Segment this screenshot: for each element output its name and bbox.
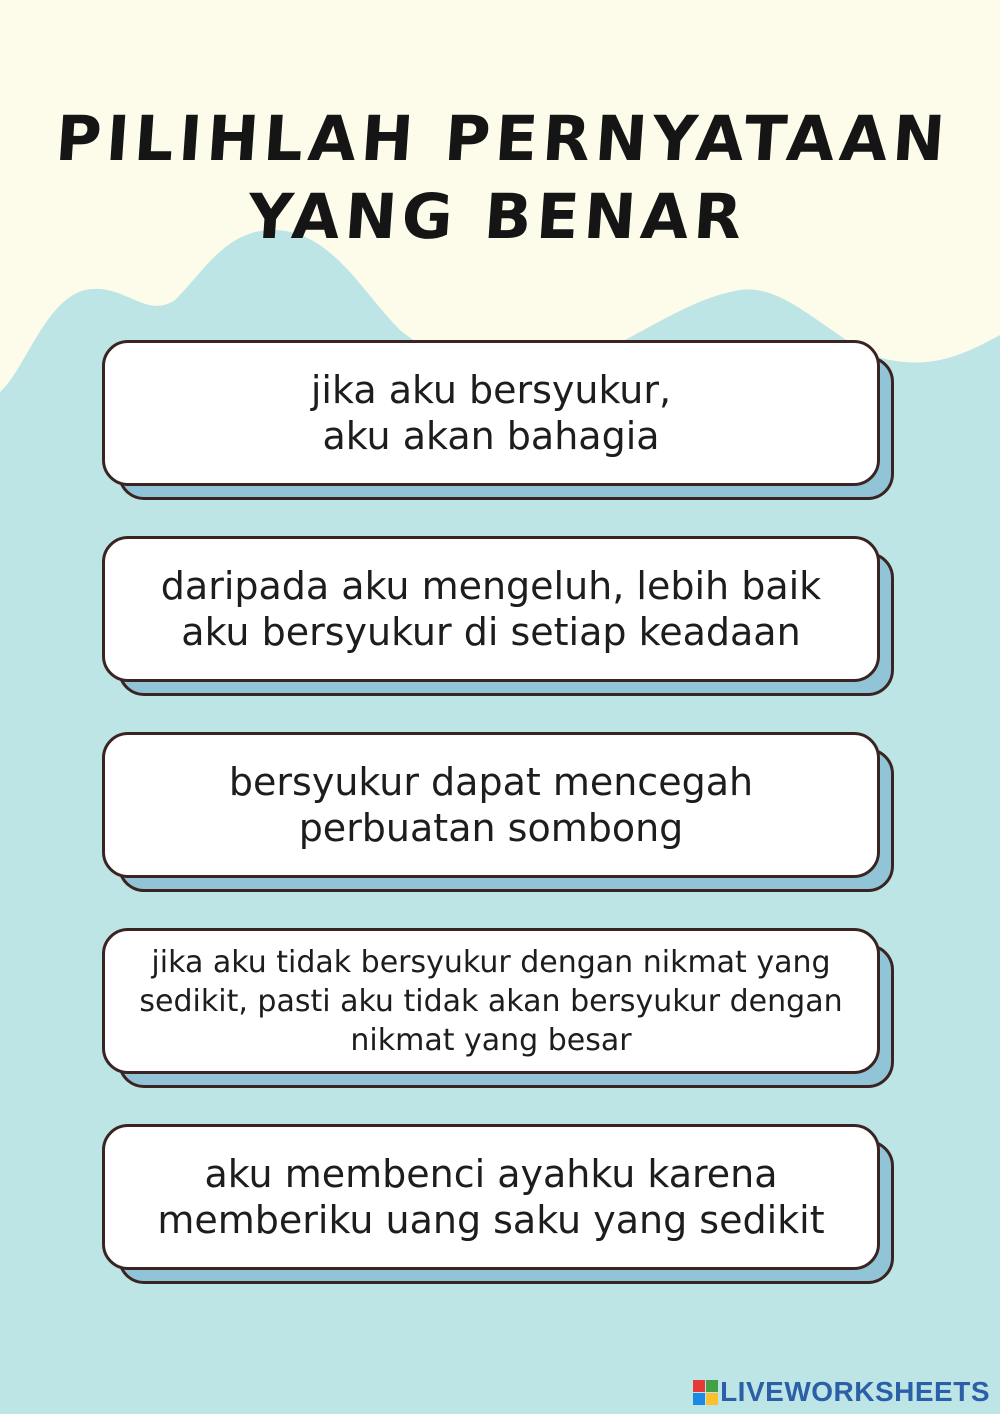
statement-text: jika aku bersyukur, aku akan bahagia (310, 368, 672, 458)
statement-text: jika aku tidak bersyukur dengan nikmat yang sedikit, pasti aku tidak akan bersyukur dengan nikmat yang besar (139, 944, 843, 1058)
statement-card-5 (102, 1124, 896, 1286)
brand-name: LIVEWORKSHEETS (720, 1376, 990, 1407)
statement-card-4 (102, 928, 896, 1090)
statement-card-2 (102, 536, 896, 698)
title-line-2: YANG BENAR (245, 180, 750, 253)
statement-option-4[interactable] (102, 928, 880, 1074)
statement-card-3 (102, 732, 896, 894)
statement-option-1[interactable] (102, 340, 880, 486)
statement-text: daripada aku mengeluh, lebih baik aku bersyukur di setiap keadaan (160, 564, 822, 654)
statement-card-1 (102, 340, 896, 502)
liveworksheets-logo (693, 1376, 990, 1408)
statement-option-3[interactable] (102, 732, 880, 878)
title-line-1: PILIHLAH PERNYATAAN (53, 102, 953, 175)
liveworksheets-logo-icon (693, 1380, 718, 1405)
statement-option-2[interactable] (102, 536, 880, 682)
statement-text: aku membenci ayahku karena memberiku uang saku yang sedikit (157, 1152, 825, 1242)
statement-text: bersyukur dapat mencegah perbuatan sombong (228, 760, 754, 850)
statement-option-5[interactable] (102, 1124, 880, 1270)
page-title (0, 100, 1000, 256)
